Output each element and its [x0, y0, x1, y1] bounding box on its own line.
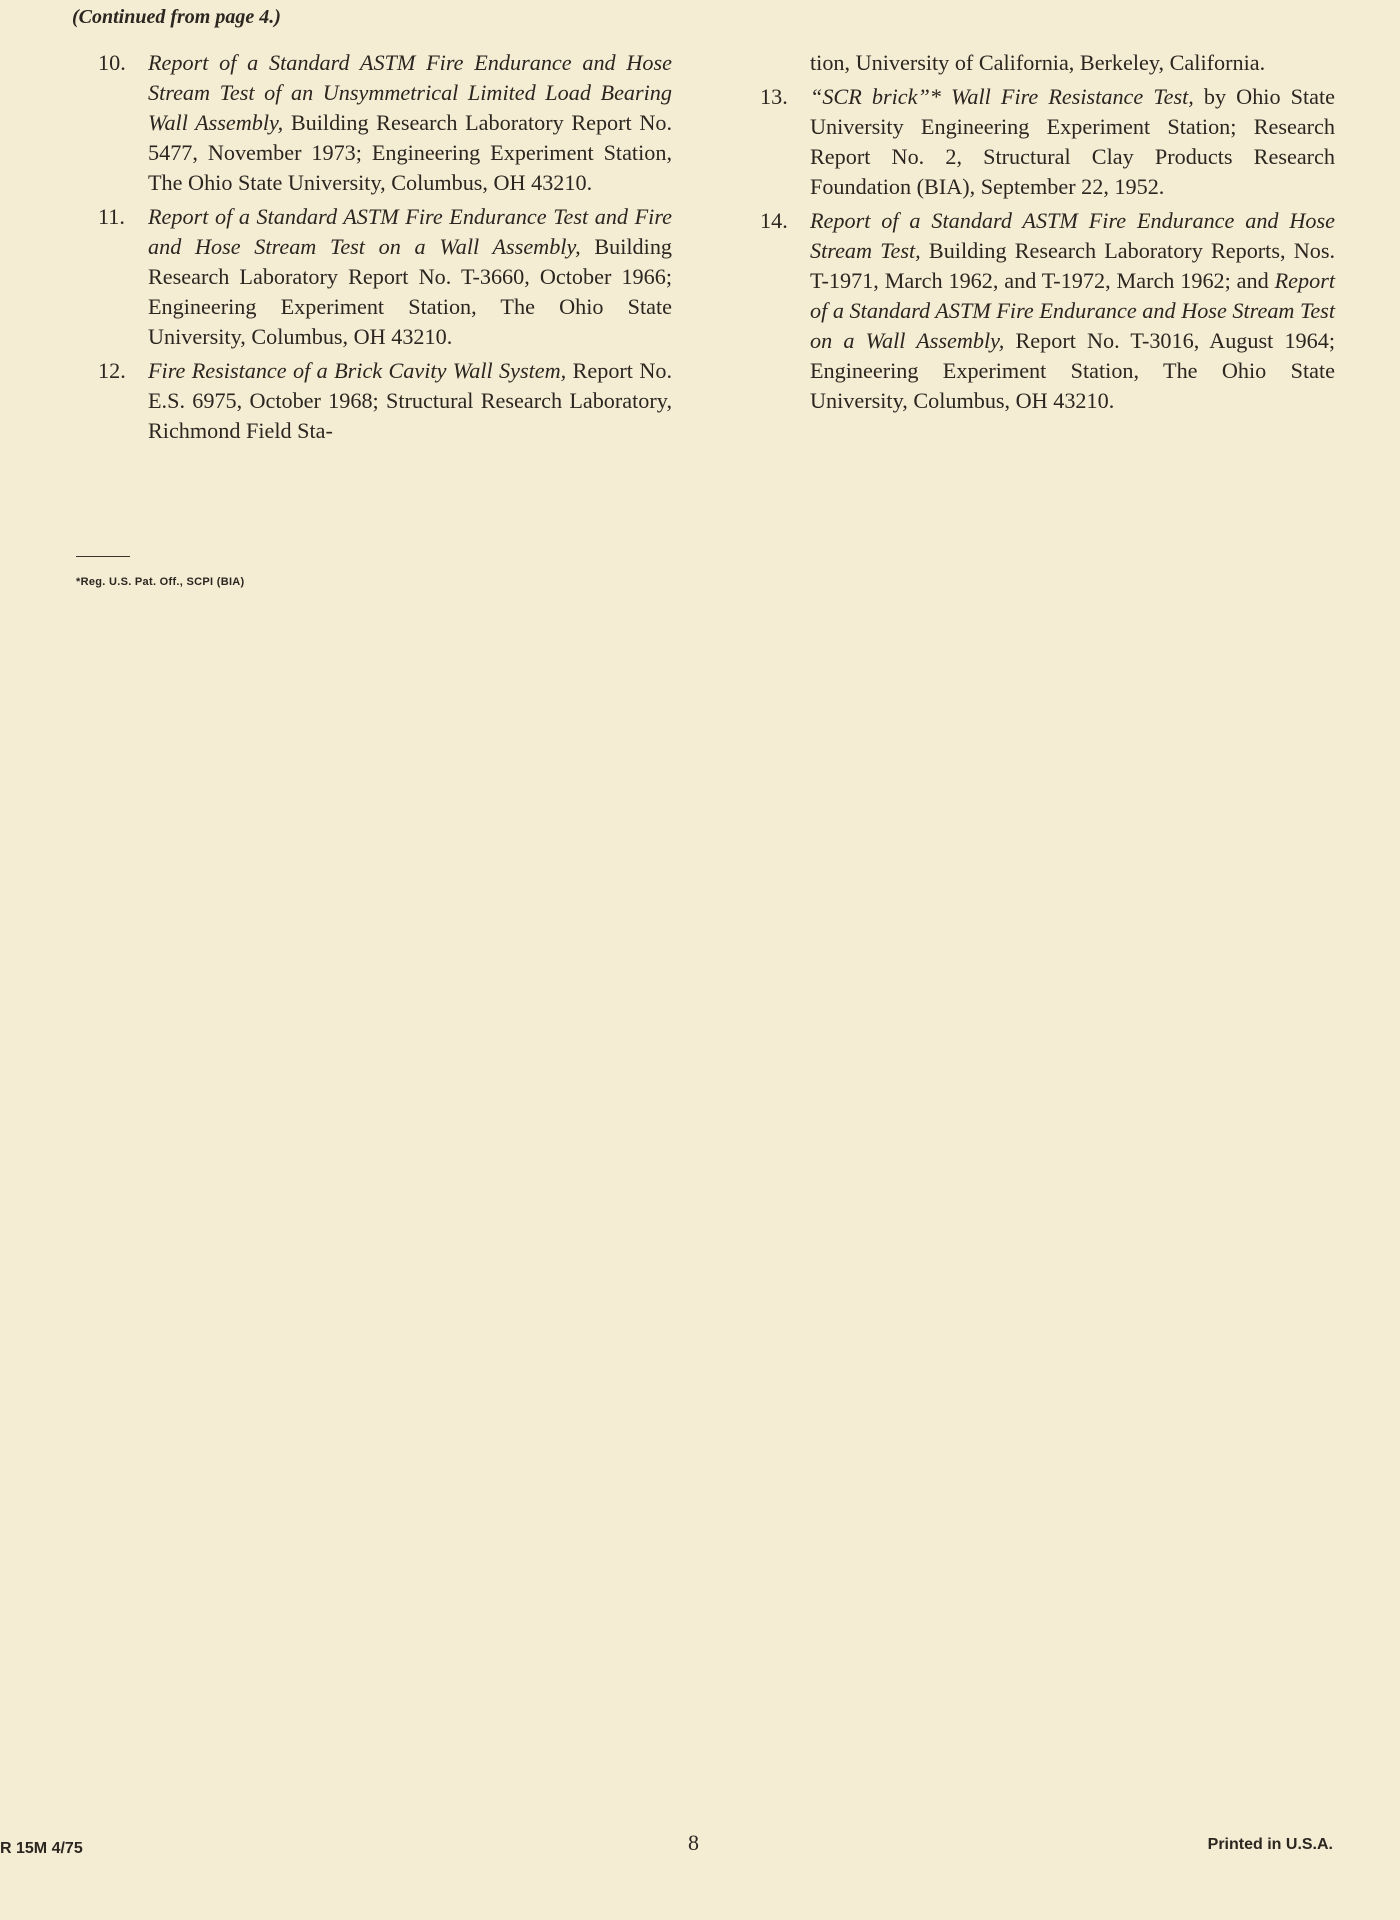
reference-text [810, 82, 1335, 202]
reference-number: 13. [760, 84, 788, 109]
reference-item-11 [98, 202, 672, 352]
reference-title: “SCR brick”* Wall Fire Resistance Test, [810, 84, 1194, 109]
continued-from-note: (Continued from page 4.) [72, 6, 281, 28]
reference-title-2: Report of a Standard ASTM Fire Endurance and Hose Stream Test on a Wall Assembly, [810, 268, 1335, 353]
reference-number: 12. [98, 358, 126, 383]
reference-details: Building Research Laboratory Reports, Nos. T-1971, March 1962, and T-1972, March 1962; and [810, 238, 1335, 293]
reference-title: Report of a Standard ASTM Fire Endurance and Hose Stream Test of an Unsymmetrical Limited Load Bearing Wall Assembly, [148, 50, 672, 135]
reference-text [148, 202, 672, 352]
reference-text [810, 206, 1335, 416]
reference-number: 10. [98, 50, 126, 75]
footnote-divider [76, 556, 130, 557]
reference-details: Building Research Laboratory Report No. T-3660, October 1966; Engineering Experiment Station, The Ohio State University, Columbus, OH 43210. [148, 234, 673, 349]
footnote: *Reg. U.S. Pat. Off., SCPI (BIA) [76, 576, 245, 588]
reference-details-2: Report No. T-3016, August 1964; Engineering Experiment Station, The Ohio State University, Columbus, OH 43210. [810, 328, 1335, 413]
reference-item-13 [760, 82, 1335, 202]
reference-number: 14. [760, 208, 788, 233]
right-column [760, 48, 1335, 420]
reference-details: Report No. E.S. 6975, October 1968; Structural Research Laboratory, Richmond Field Sta- [148, 358, 672, 443]
reference-details: by Ohio State University Engineering Experiment Station; Research Report No. 2, Structural Clay Products Research Foundation (BIA), September 22, 1952. [810, 84, 1335, 199]
left-column [98, 48, 672, 450]
print-code: R 15M 4/75 [0, 1840, 83, 1857]
reference-continuation: tion, University of California, Berkeley, California. [810, 50, 1266, 75]
reference-item-14 [760, 206, 1335, 416]
page-number: 8 [688, 1830, 699, 1855]
reference-text [148, 356, 672, 446]
reference-number: 11. [98, 204, 125, 229]
reference-title: Fire Resistance of a Brick Cavity Wall System, [148, 358, 567, 383]
reference-item-10 [98, 48, 672, 198]
reference-item-12 [98, 356, 672, 446]
reference-details: Building Research Laboratory Report No. 5477, November 1973; Engineering Experiment Station, The Ohio State University, Columbus, OH 43210. [148, 110, 673, 195]
reference-title: Report of a Standard ASTM Fire Endurance Test and Fire and Hose Stream Test on a Wall Assembly, [148, 204, 672, 259]
printed-in-note: Printed in U.S.A. [1207, 1836, 1333, 1853]
reference-text [148, 48, 672, 198]
reference-title: Report of a Standard ASTM Fire Endurance and Hose Stream Test, [810, 208, 1335, 263]
